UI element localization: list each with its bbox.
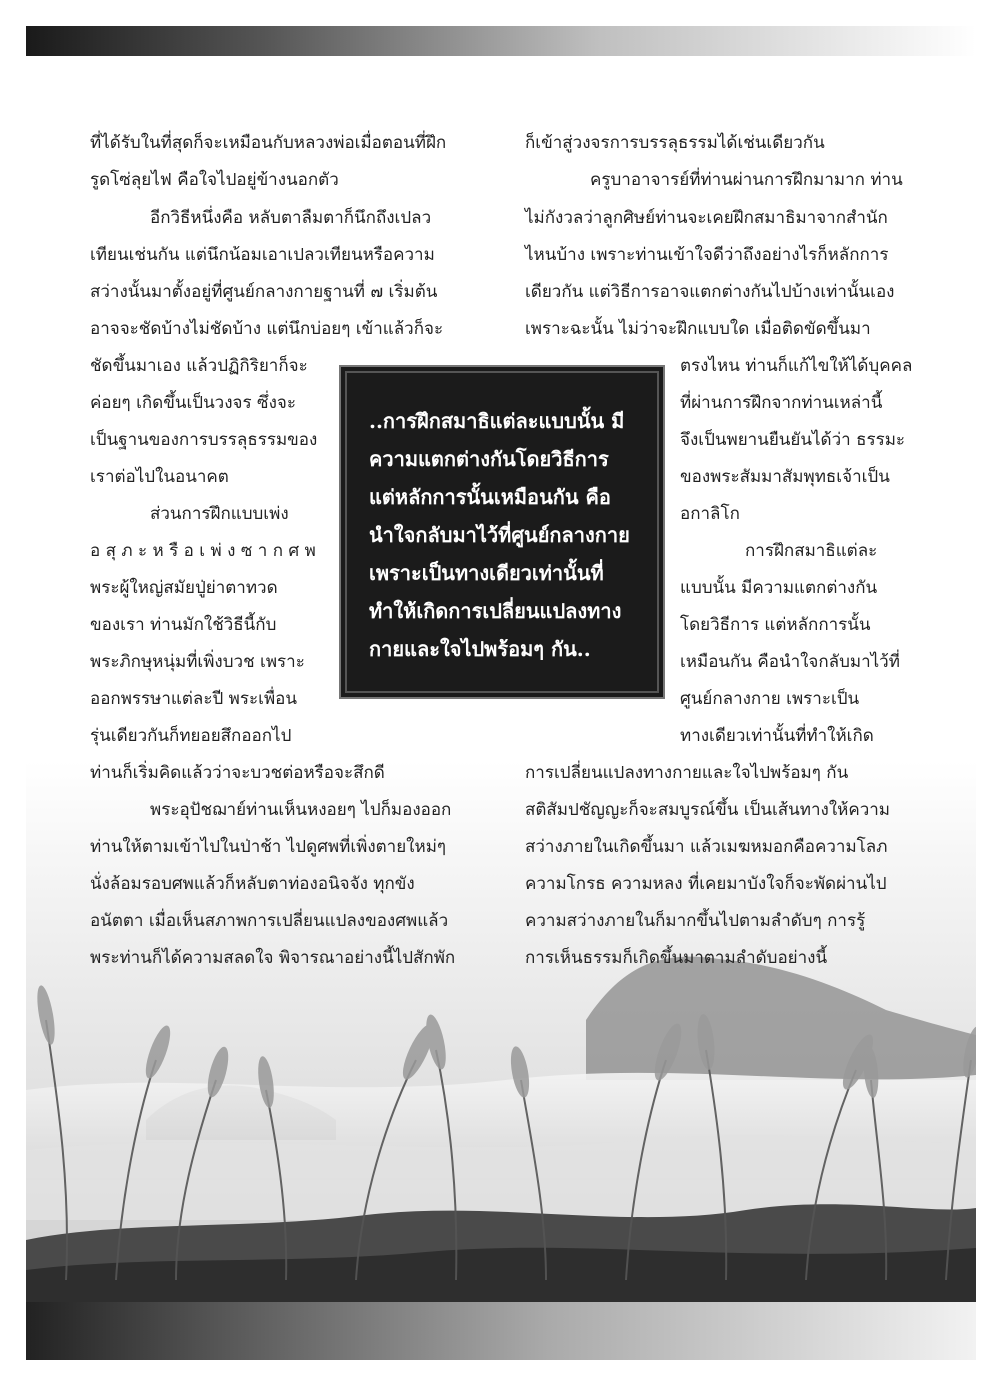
body-line: การฝึกสมาธิแต่ละ [745,541,878,561]
header-gradient-bar [26,26,976,56]
body-line: ส่วนการฝึกแบบเพ่ง [150,504,289,524]
pull-quote-line: ทำให้เกิดการเปลี่ยนแปลงทาง [369,599,622,623]
pull-quote-line: นำใจกลับมาไว้ที่ศูนย์กลางกาย [369,523,630,547]
body-line: ก็เข้าสู่วงจรการบรรลุธรรมได้เช่นเดียวกัน [525,133,825,153]
body-line: ท่านให้ตามเข้าไปในป่าช้า ไปดูศพที่เพิ่งตายใหม่ๆ [90,837,447,857]
body-line: เราต่อไปในอนาคต [90,467,229,487]
body-line: ค่อยๆ เกิดขึ้นเป็นวงจร ซึ่งจะ [90,393,296,413]
body-line: สว่างนั้นมาตั้งอยู่ที่ศูนย์กลางกายฐานที่ ๗ เริ่มต้น [90,282,438,302]
body-line: รุ่นเดียวกันก็ทยอยสึกออกไป [90,726,292,746]
body-line: สว่างภายในเกิดขึ้นมา แล้วเมฆหมอกคือความโลภ [525,837,888,857]
body-line: พระท่านก็ได้ความสลดใจ พิจารณาอย่างนี้ไปสักพัก [90,948,456,968]
body-line: จึงเป็นพยานยืนยันได้ว่า ธรรมะ [680,430,906,450]
body-line: อ สุ ภ ะ ห รื อ เ พ่ ง ซ า ก ศ พ [90,541,316,561]
body-line: การเปลี่ยนแปลงทางกายและใจไปพร้อมๆ กัน [525,763,849,783]
body-line: ท่านก็เริ่มคิดแล้วว่าจะบวชต่อหรือจะสึกดี [90,763,385,783]
body-line: ของเรา ท่านมักใช้วิธีนี้กับ [90,615,277,635]
body-line: โดยวิธีการ แต่หลักการนั้น [680,615,871,635]
body-line: ศูนย์กลางกาย เพราะเป็น [680,689,860,709]
body-line: ที่ผ่านการฝึกจากท่านเหล่านี้ [680,393,883,413]
body-line: ไหนบ้าง เพราะท่านเข้าใจดีว่าถึงอย่างไรก็หลักการ [525,245,889,265]
body-line: ชัดขึ้นมาเอง แล้วปฏิกิริยาก็จะ [90,356,308,376]
body-line: เพราะฉะนั้น ไม่ว่าจะฝึกแบบใด เมื่อติดขัดขึ้นมา [525,319,871,339]
body-line: ทางเดียวเท่านั้นที่ทำให้เกิด [680,726,874,746]
body-line: เทียนเช่นกัน แต่นึกน้อมเอาเปลวเทียนหรือความ [90,245,435,265]
body-line: เดียวกัน แต่วิธีการอาจแตกต่างกันไปบ้างเท่านั้นเอง [525,282,895,302]
body-line: ไม่กังวลว่าลูกศิษย์ท่านจะเคยฝึกสมาธิมาจากสำนัก [525,208,888,228]
body-line: การเห็นธรรมก็เกิดขึ้นมาตามลำดับอย่างนี้ [525,948,828,968]
pull-quote-line: กายและใจไปพร้อมๆ กัน.. [369,637,591,661]
footer-gradient-bar [26,1302,976,1360]
body-line: เป็นฐานของการบรรลุธรรมของ [90,430,318,450]
body-line: พระอุปัชฌาย์ท่านเห็นหงอยๆ ไปก็มองออก [150,800,452,820]
pull-quote-line: แต่หลักการนั้นเหมือนกัน คือ [369,485,611,509]
body-line: สติสัมปชัญญะก็จะสมบูรณ์ขึ้น เป็นเส้นทางให้ความ [525,800,890,820]
pull-quote-line: ..การฝึกสมาธิแต่ละแบบนั้น มี [369,409,625,433]
body-line: ความโกรธ ความหลง ที่เคยมาบังใจก็จะพัดผ่านไป [525,874,887,894]
body-line: อนัตตา เมื่อเห็นสภาพการเปลี่ยนแปลงของศพแล้ว [90,911,449,931]
body-line: นั่งล้อมรอบศพแล้วก็หลับตาท่องอนิจจัง ทุกขัง [90,874,415,894]
body-line: ที่ได้รับในที่สุดก็จะเหมือนกับหลวงพ่อเมื่อตอนที่ฝึก [90,133,447,153]
body-line: ครูบาอาจารย์ที่ท่านผ่านการฝึกมามาก ท่าน [590,170,903,190]
pull-quote-box [341,367,663,697]
body-line: อกาลิโก [680,504,740,524]
body-line: รูดโซ่ลุยไฟ คือใจไปอยู่ข้างนอกตัว [90,170,339,190]
body-line: พระผู้ใหญ่สมัยปู่ย่าตาทวด [90,578,278,598]
body-line: อาจจะชัดบ้างไม่ชัดบ้าง แต่นึกบ่อยๆ เข้าแล้วก็จะ [90,319,444,339]
body-line: แบบนั้น มีความแตกต่างกัน [680,578,878,598]
body-line: ความสว่างภายในก็มากขึ้นไปตามลำดับๆ การรู้ [525,911,866,931]
pull-quote-line: เพราะเป็นทางเดียวเท่านั้นที่ [369,561,604,585]
body-line: เหมือนกัน คือนำใจกลับมาไว้ที่ [680,652,900,672]
pull-quote-line: ความแตกต่างกันโดยวิธีการ [369,447,609,471]
body-line: ของพระสัมมาสัมพุทธเจ้าเป็น [680,467,890,487]
body-line: พระภิกษุหนุ่มที่เพิ่งบวช เพราะ [90,652,305,672]
body-line: อีกวิธีหนึ่งคือ หลับตาลืมตาก็นึกถึงเปลว [150,208,432,228]
body-line: ตรงไหน ท่านก็แก้ไขให้ได้บุคคล [680,356,913,376]
body-line: ออกพรรษาแต่ละปี พระเพื่อน [90,689,297,709]
